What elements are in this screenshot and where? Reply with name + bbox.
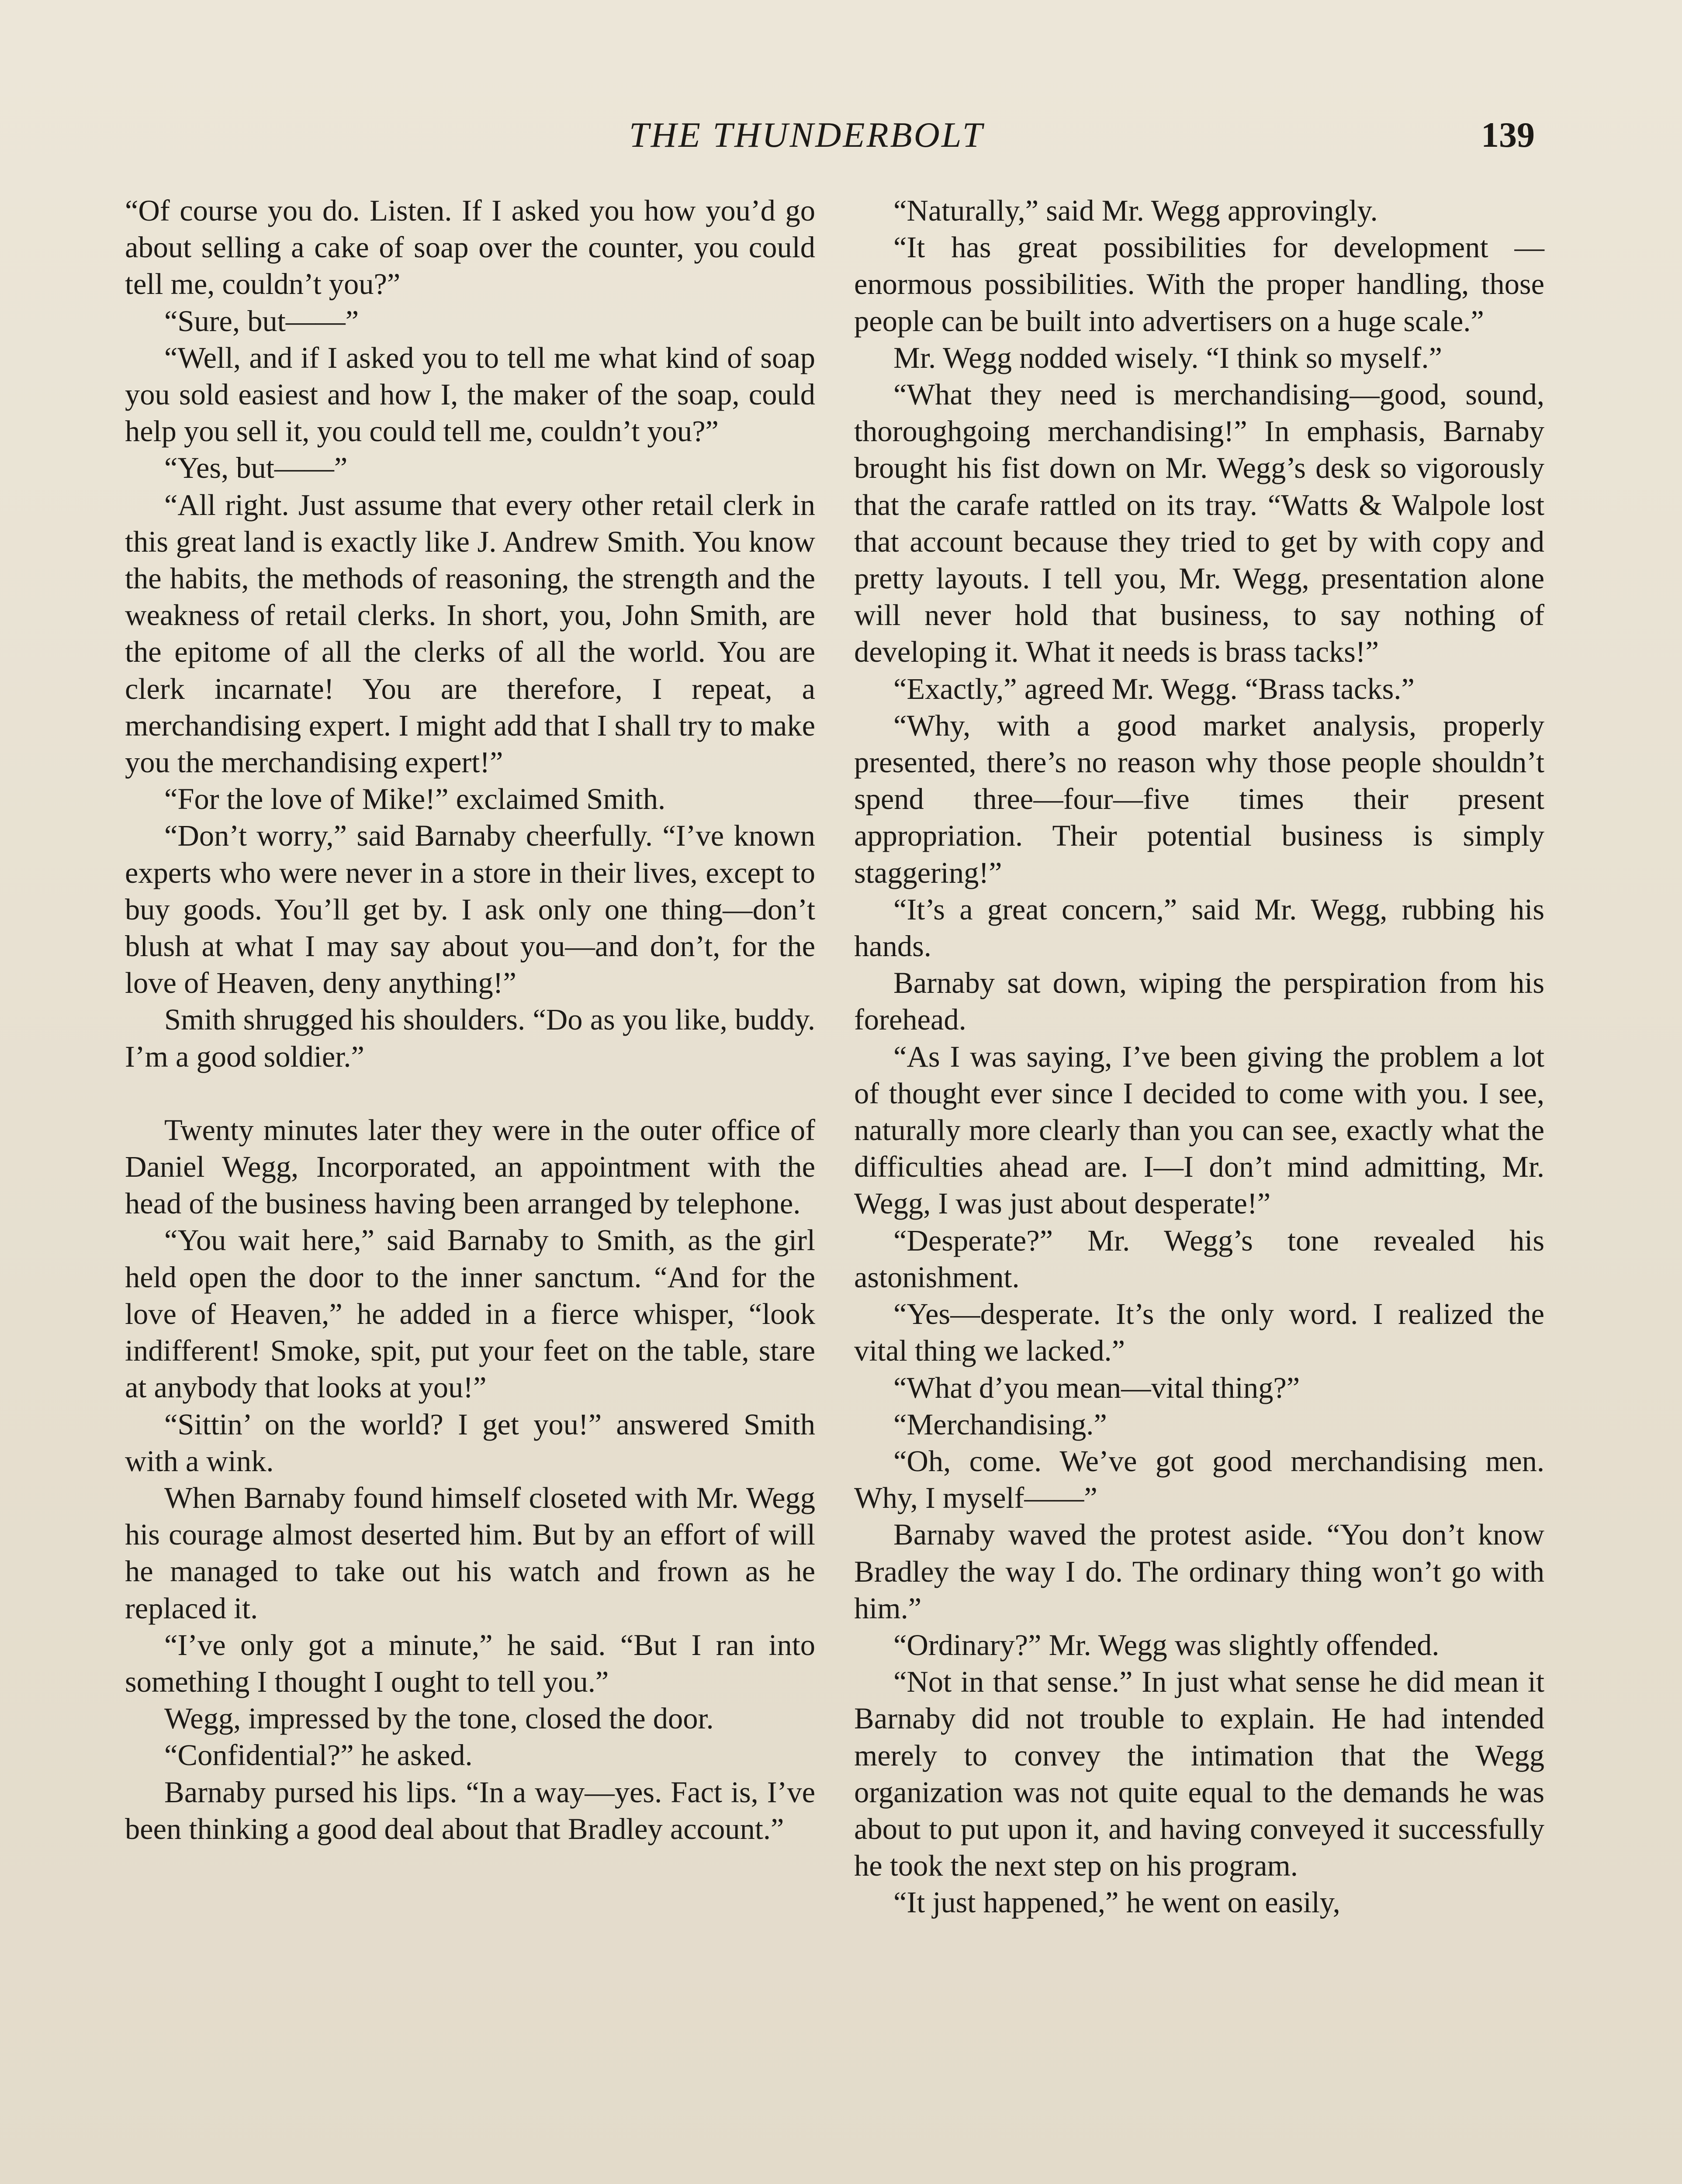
paragraph: “Why, with a good market analysis, properly presented, there’s no reason why those people shouldn’t spend three—four—five times their present appropriation. Their potential business is simply staggering!” bbox=[854, 708, 1544, 889]
paragraph: “It’s a great concern,” said Mr. Wegg, rubbing his hands. bbox=[854, 892, 1544, 963]
paragraph: “What d’you mean—vital thing?” bbox=[893, 1371, 1300, 1404]
paragraph: “Yes, but——” bbox=[164, 451, 348, 485]
paragraph: “As I was saying, I’ve been giving the problem a lot of thought ever since I decided to come with you. I see, naturally more clearly than you can see, exactly what the difficulties ahead are. I—I don’t mind admitting, Mr. Wegg, I was just about desperate!” bbox=[854, 1040, 1544, 1220]
paragraph: “Confidential?” he asked. bbox=[164, 1738, 473, 1772]
paragraph: Barnaby sat down, wiping the perspiration from his forehead. bbox=[854, 966, 1544, 1037]
paragraph: “Yes—desperate. It’s the only word. I realized the vital thing we lacked.” bbox=[854, 1297, 1544, 1368]
paragraph: Smith shrugged his shoulders. “Do as you like, buddy. I’m a good soldier.” bbox=[125, 1003, 815, 1073]
paragraph: Twenty minutes later they were in the outer office of Daniel Wegg, Incorporated, an appointment with the head of the business having been arranged by telephone. bbox=[125, 1113, 815, 1220]
paragraph: “Merchandising.” bbox=[893, 1407, 1107, 1441]
paragraph: “For the love of Mike!” exclaimed Smith. bbox=[164, 782, 666, 816]
paragraph: “Of course you do. Listen. If I asked you how you’d go about selling a cake of soap over the counter, you could tell me, couldn’t you?” bbox=[125, 194, 815, 301]
paragraph: “Well, and if I asked you to tell me what kind of soap you sold easiest and how I, the maker of the soap, could help you sell it, you could tell me, couldn’t you?” bbox=[125, 341, 815, 448]
paragraph: “It has great possibilities for development —enormous possibilities. With the proper handling, those people can be built into advertisers on a huge scale.” bbox=[854, 231, 1544, 338]
running-title: THE THUNDERBOLT bbox=[629, 115, 984, 155]
paragraph: Wegg, impressed by the tone, closed the door. bbox=[164, 1702, 714, 1735]
page-number: 139 bbox=[1481, 115, 1535, 155]
paragraph: “You wait here,” said Barnaby to Smith, as the girl held open the door to the inner sanctum. “And for the love of Heaven,” he added in a fierce whisper, “look indifferent! Smoke, spit, put your feet on the table, stare at anybody that looks at you!” bbox=[125, 1223, 815, 1404]
left-text-column bbox=[125, 192, 815, 1847]
paragraph: Mr. Wegg nodded wisely. “I think so myself.” bbox=[893, 341, 1442, 374]
paragraph: “Sure, but——” bbox=[164, 304, 359, 338]
right-text-column bbox=[854, 192, 1544, 1921]
paragraph: When Barnaby found himself closeted with Mr. Wegg his courage almost deserted him. But by an effort of will he managed to take out his watch and frown as he replaced it. bbox=[125, 1481, 815, 1625]
paragraph: “I’ve only got a minute,” he said. “But I ran into something I thought I ought to tell you.” bbox=[125, 1628, 815, 1698]
paragraph: “All right. Just assume that every other retail clerk in this great land is exactly like J. Andrew Smith. You know the habits, the methods of reasoning, the strength and the weakness of retail clerks. In short, you, John Smith, are the epitome of all the clerks of all the world. You are clerk incarnate! You are therefore, I repeat, a merchandising expert. I might add that I shall try to make you the merchandising expert!” bbox=[125, 488, 815, 779]
paragraph: “Oh, come. We’ve got good merchandising men. Why, I myself——” bbox=[854, 1444, 1544, 1515]
paragraph: “Exactly,” agreed Mr. Wegg. “Brass tacks.” bbox=[893, 672, 1415, 705]
paragraph: Barnaby waved the protest aside. “You don’t know Bradley the way I do. The ordinary thing won’t go with him.” bbox=[854, 1518, 1544, 1625]
paragraph: Barnaby pursed his lips. “In a way—yes. Fact is, I’ve been thinking a good deal about that Bradley account.” bbox=[125, 1775, 815, 1845]
paragraph: “Naturally,” said Mr. Wegg approvingly. bbox=[893, 194, 1378, 227]
paragraph: “Not in that sense.” In just what sense he did mean it Barnaby did not trouble to explain. He had intended merely to convey the intimation that the Wegg organization was not quite equal to the demands he was about to put upon it, and having conveyed it successfully he took the next step on his program. bbox=[854, 1665, 1544, 1883]
paragraph: “Ordinary?” Mr. Wegg was slightly offended. bbox=[893, 1628, 1440, 1662]
paragraph: “Sittin’ on the world? I get you!” answered Smith with a wink. bbox=[125, 1407, 815, 1478]
paragraph: “What they need is merchandising—good, sound, thoroughgoing merchandising!” In emphasis, Barnaby brought his fist down on Mr. Wegg’s desk so vigorously that the carafe rattled on its tray. “Watts & Walpole lost that account because they tried to get by with copy and pretty layouts. I tell you, Mr. Wegg, presentation alone will never hold that business, to say nothing of developing it. What it needs is brass tacks!” bbox=[854, 378, 1544, 669]
paragraph: “Desperate?” Mr. Wegg’s tone revealed his astonishment. bbox=[854, 1223, 1544, 1294]
page-header bbox=[0, 114, 1682, 162]
paragraph: “Don’t worry,” said Barnaby cheerfully. “I’ve known experts who were never in a store in their lives, except to buy goods. You’ll get by. I ask only one thing—don’t blush at what I may say about you—and don’t, for the love of Heaven, deny anything!” bbox=[125, 819, 815, 1000]
paragraph: “It just happened,” he went on easily, bbox=[893, 1886, 1340, 1919]
